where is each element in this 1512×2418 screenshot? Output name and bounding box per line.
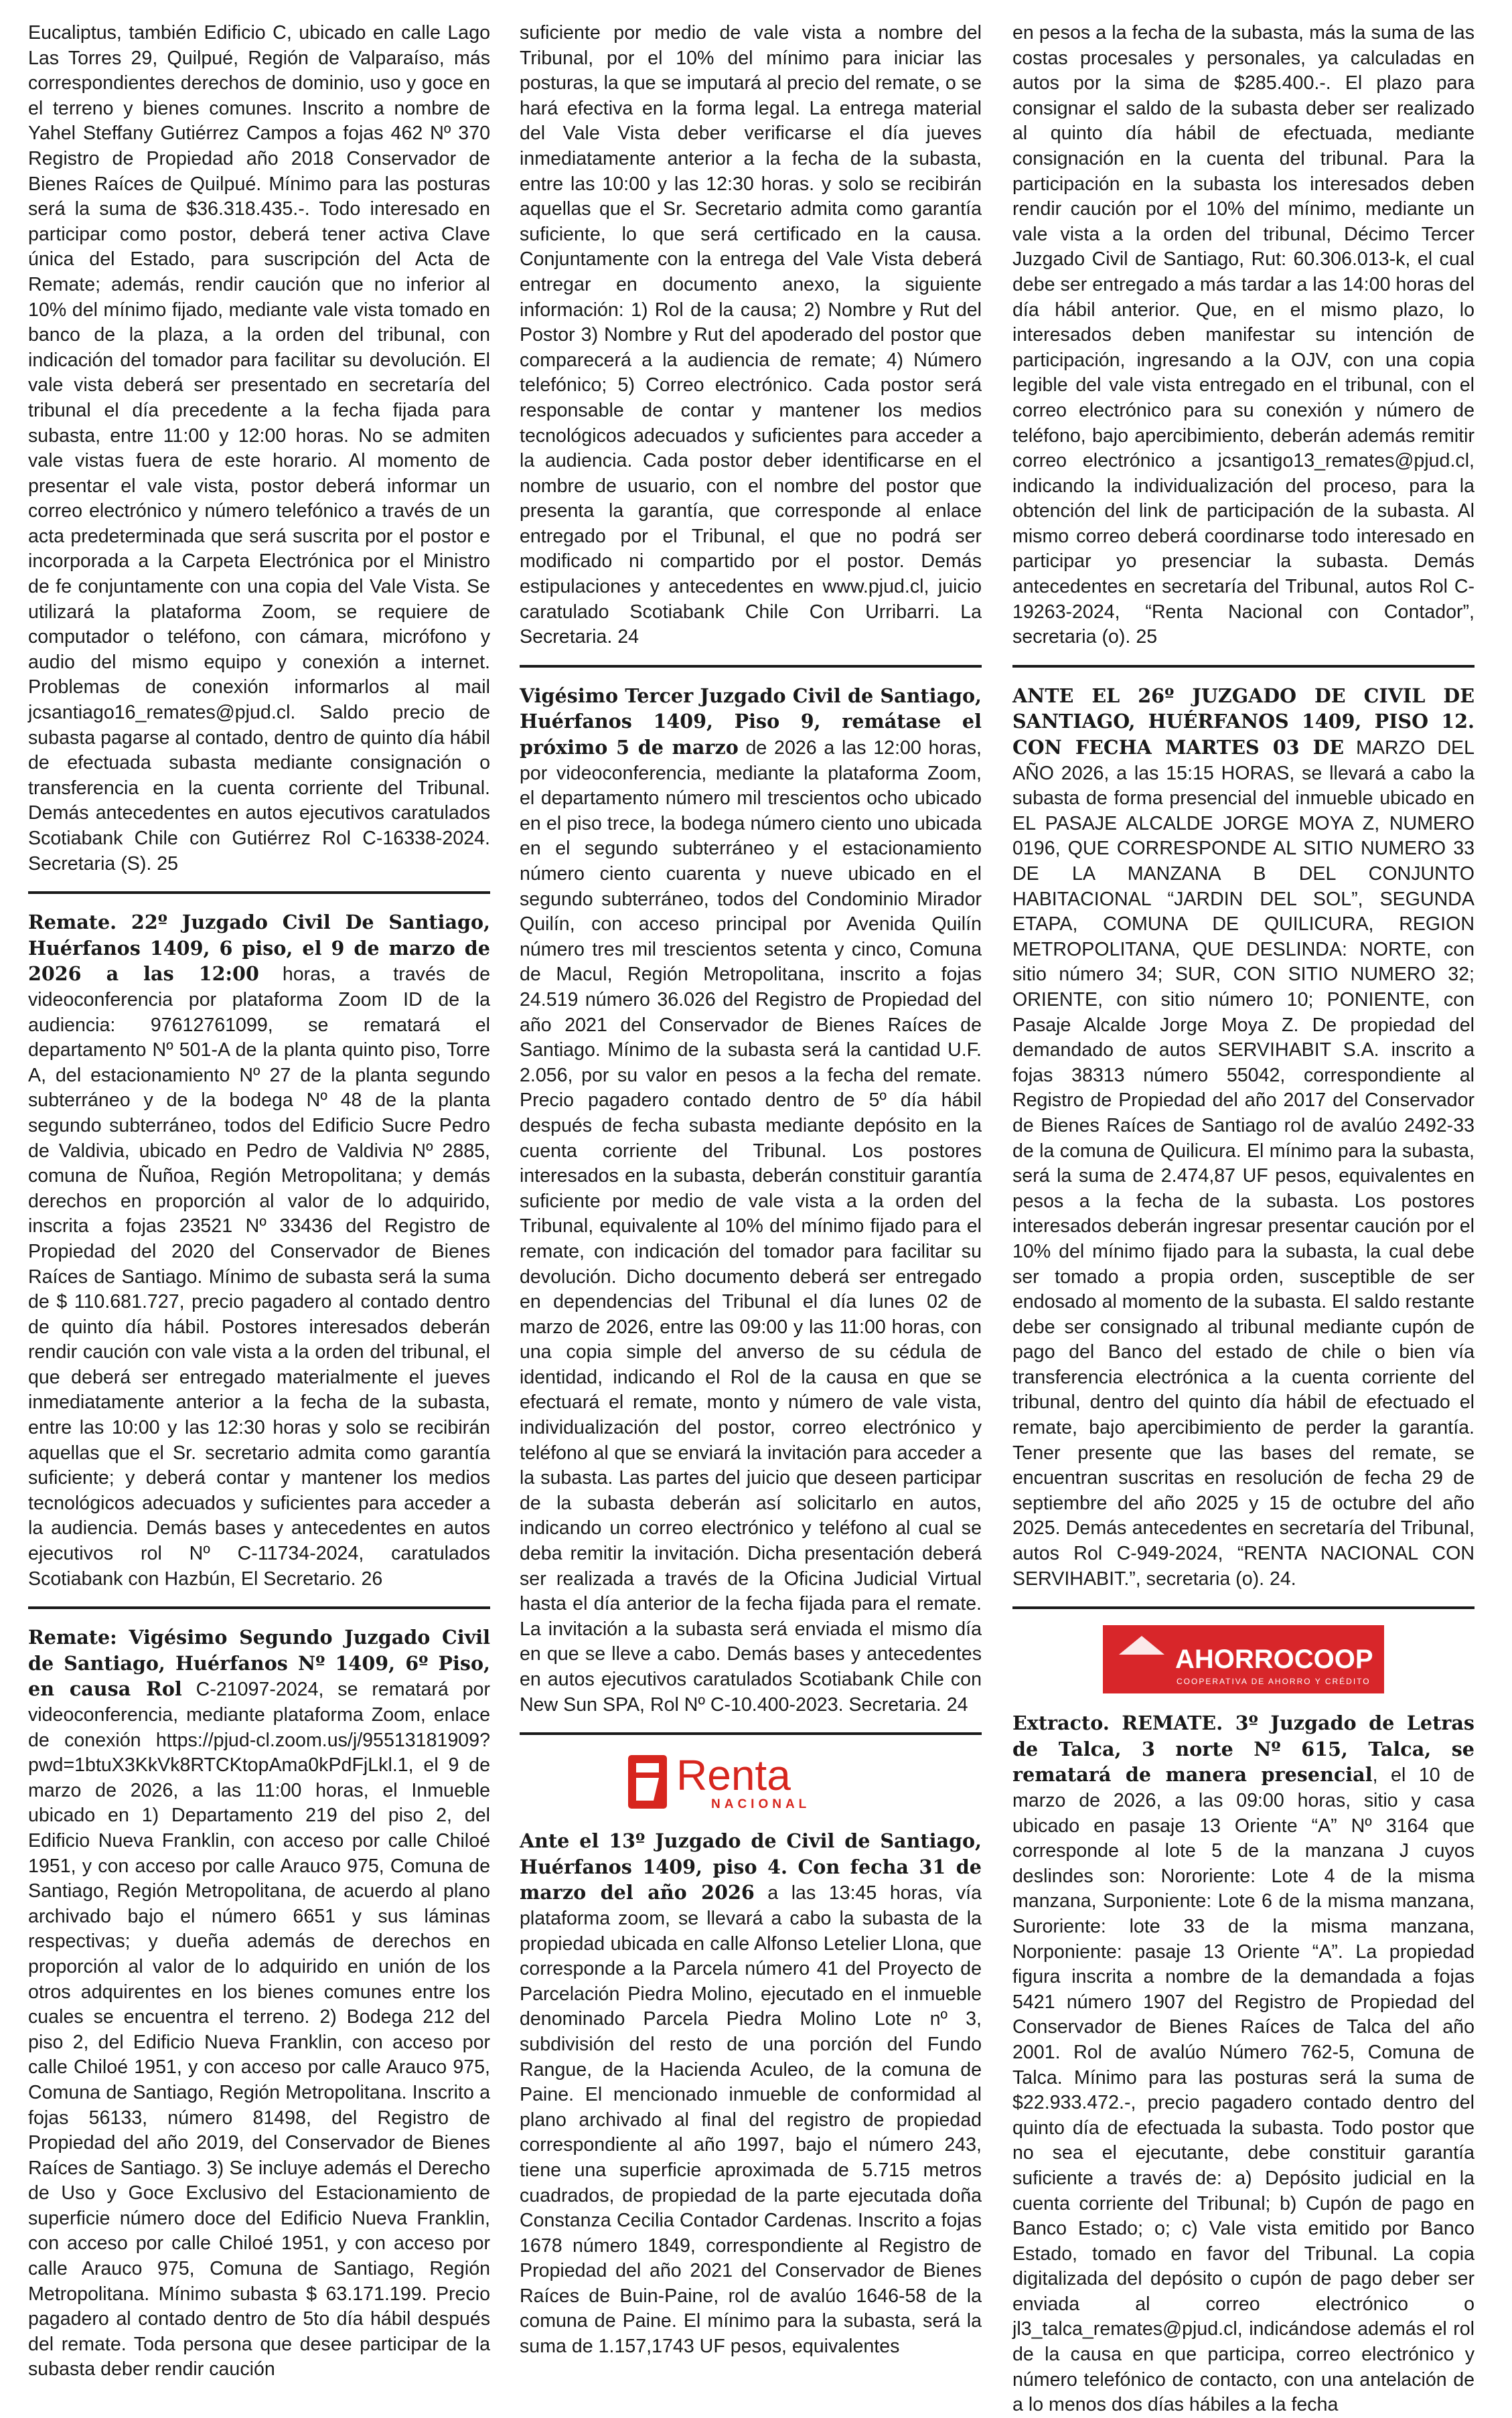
notice-lead: ANTE EL 26º JUZGADO DE CIVIL DE SANTIAGO, HUÉRFANOS 1409, PISO 12. CON FECHA MARTES 03 DE — [1012, 684, 1475, 759]
notice-lead: Remate. 22º Juzgado Civil De Santiago, Huérfanos 1409, 6 piso, el 9 de marzo de 2026 a las 12:00 — [28, 911, 490, 986]
notice-lead: Vigésimo Tercer Juzgado Civil de Santiago, Huérfanos 1409, Piso 9, remátase el próximo 5 de marzo — [520, 684, 982, 759]
column-3 — [1012, 20, 1475, 2416]
notice-lead: Ante el 13º Juzgado de Civil de Santiago, Huérfanos 1409, piso 4. Con fecha 31 de marzo del año 2026 — [520, 1829, 982, 1904]
notice-4 — [520, 20, 982, 650]
divider — [520, 1732, 982, 1735]
renta-logo-word: Renta — [676, 1751, 791, 1800]
notice-body: de 2026 a las 12:00 horas, por videoconferencia, mediante la plataforma Zoom, el departamento número mil trescientos ocho ubicado en el piso trece, la bodega número ciento uno ubicada en el segundo subterráneo y el estacionamiento número ciento cuarenta y nueve ubicado en el segundo subterráneo, todos del Condominio Mirador Quilín, con acceso principal por Avenida Quilín número tres mil trescientos setenta y cinco, Comuna de Macul, Región Metropolitana, inscrito a fojas 24.519 número 36.026 del Registro de Propiedad del año 2021 del Conservador de Bienes Raíces de Santiago. Mínimo de la subasta será la cantidad U.F. 2.056, por su valor en pesos a la fecha del remate. Precio pagadero contado dentro de 5º día hábil después de fecha subasta mediante depósito en la cuenta corriente del Tribunal. Los postores interesados en la subasta, deberán constituir garantía suficiente por medio de vale vista a la orden del Tribunal, equivalente al 10% del mínimo fijado para el remate, con indicación del tomador para facilitar su devolución. Dicho documento deberá ser entregado en dependencias del Tribunal el día lunes 02 de marzo de 2026, entre las 09:00 y las 11:00 horas, con una copia simple del anverso de su cédula de identidad, indicando el Rol de la causa en que se efectuará el remate, monto y número de vale vista, individualización del postor, correo electrónico y teléfono al que se enviará la invitación para acceder a la subasta. Las partes del juicio que deseen participar de la subasta deberán así solicitarlo en autos, indicando un correo electrónico y teléfono al cual se deba remitir la invitación. Dicha presentación deberá ser realizada a través de la Oficina Judicial Virtual hasta el día anterior de la fecha fijada para el remate. La invitación a la subasta será enviada el mismo día en que se lleve a cabo. Demás bases y antecedentes en autos ejecutivos caratulados Scotiabank Chile con New Sun SPA, Rol Nº C-10.400-2023. Secretaria. 24 — [520, 737, 982, 1716]
notice-6 — [520, 1829, 982, 2359]
notice-body: , el 10 de marzo de 2026, a las 09:00 horas, sitio y casa ubicado en pasaje 13 Oriente “A” Nº 3164 que corresponde al lote 5 de la manzana J cuyos deslindes son: Nororiente: Lote 4 de la misma manzana, Surponiente: Lote 6 de la misma manzana, Suroriente: lote 33 de la misma manzana, Norponiente: pasaje 13 Oriente “A”. La propiedad figura inscrita a nombre de la demandada a fojas 5421 número 1907 del Registro de Propiedad del Conservador de Bienes Raíces de Talca del año 2001. Rol de avalúo Número 762-5, Comuna de Talca. Mínimo para las posturas será la suma de $22.933.472.-, precio pagadero contado dentro del quinto día de efectuada la subasta. Todo postor que no sea el ejecutante, debe constituir garantía suficiente a través de: a) Depósito judicial en la cuenta corriente del Tribunal; b) Cupón de pago en Banco Estado; o; c) Vale vista emitido por Banco Estado, tomado en favor del Tribunal. La copia digitalizada del depósito o cupón de pago deber ser enviada al correo electrónico o jl3_talca_remates@pjud.cl, indicándose además el rol de la causa en que participa, correo electrónico y número telefónico de contacto, con una antelación de a lo menos dos días hábiles a la fecha — [1012, 1764, 1475, 2416]
ahorrocoop-logo — [1012, 1625, 1475, 1693]
notice-1 — [28, 20, 490, 877]
notice-body: C-21097-2024, se rematará por videoconferencia, mediante plataforma Zoom, enlace de conexión https://pjud-cl.zoom.us/j/95513181909?pwd=1btuX3KkVk8RTCKtopAma0kPdFjLkl.1, el 9 de marzo de 2026, a las 11:00 horas, el Inmueble ubicado en 1) Departamento 219 del piso 2, del Edificio Nueva Franklin, con acceso por calle Chiloé 1951, y con acceso por calle Arauco 975, Comuna de Santiago, Región Metropolitana, de acuerdo al plano archivado bajo el número 6651 y sus láminas respectivas; y dueña además de derechos en proporción al valor de lo adquirido en unión de los otros adquirentes en los bienes comunes entre los cuales se encuentra el terreno. 2) Bodega 212 del piso 2, del Edificio Nueva Franklin, con acceso por calle Chiloé 1951, y con acceso por calle Arauco 975, Comuna de Santiago, Región Metropolitana. Inscrito a fojas 56133, número 81498, del Registro de Propiedad del año 2019, del Conservador de Bienes Raíces de Santiago. 3) Se incluye además el Derecho de Uso y Goce Exclusivo del Estacionamiento de superficie número doce del Edificio Nueva Franklin, con acceso por calle Chiloé 1951, y con acceso por calle Arauco 975, Comuna de Santiago, Región Metropolitana. Mínimo subasta $ 63.171.199. Precio pagadero al contado dentro de 5to día hábil después del remate. Toda persona que desee participar de la subasta deber rendir caución — [28, 1679, 490, 2381]
ahorrocoop-logo-name: AHORROCOOP — [1175, 1645, 1373, 1675]
notice-body: a las 13:45 horas, vía plataforma zoom, se llevará a cabo la subasta de la propiedad ubicada en calle Alfonso Letelier Llona, que corresponde a la Parcela número 41 del Proyecto de Parcelación Piedra Molino, ejecutado en el inmueble denominado Parcela Piedra Molino Lote nº 3, subdivisión del resto de una porción del Fundo Rangue, de la Hacienda Aculeo, de la comuna de Paine. El mencionado inmueble de conformidad al plano archivado al final del registro de propiedad correspondiente al año 1997, bajo el número 243, tiene una superficie aproximada de 5.715 metros cuadrados, de propiedad de la parte ejecutada doña Constanza Cecilia Contador Cardenas. Inscrito a fojas 1678 número 1849, correspondiente al Registro de Propiedad del año 2021 del Conservador de Bienes Raíces de Buin-Paine, rol de avalúo 1646-58 de la comuna de Paine. El mínimo para la subasta, será la suma de 1.157,1743 UF pesos, equivalentes — [520, 1882, 982, 2358]
notice-lead: Remate: Vigésimo Segundo Juzgado Civil de Santiago, Huérfanos Nº 1409, 6º Piso, en causa Rol — [28, 1626, 490, 1701]
renta-nacional-logo — [520, 1751, 982, 1813]
divider — [28, 1606, 490, 1609]
ahorrocoop-logo-graphic — [1103, 1625, 1384, 1693]
notice-8 — [1012, 684, 1475, 1592]
ahorrocoop-logo-tagline: COOPERATIVA DE AHORRO Y CRÉDITO — [1177, 1677, 1371, 1687]
notice-body: MARZO DEL AÑO 2026, a las 15:15 HORAS, se llevará a cabo la subasta de forma presencial del inmueble ubicado en EL PASAJE ALCALDE JORGE MOYA Z, NUMERO 0196, QUE CORRESPONDE AL SITIO NUMERO 33 DE LA MANZANA B DEL CONJUNTO HABITACIONAL “JARDIN DEL SOL”, SEGUNDA ETAPA, COMUNA DE QUILICURA, REGION METROPOLITANA, QUE DESLINDA: NORTE, con sitio número 34; SUR, CON SITIO NUMERO 32; ORIENTE, con sitio número 10; PONIENTE, con Pasaje Alcalde Jorge Moya Z. De propiedad del demandado de autos SERVIHABIT S.A. inscrito a fojas 38313 número 55042, correspondiente al Registro de Propiedad del año 2017 del Conservador de Bienes Raíces de Santiago rol de avalúo 2492-33 de la comuna de Quilicura. El mínimo para la subasta, será la suma de 2.474,87 UF pesos, equivalentes en pesos a la fecha de la subasta. Los postores interesados deberán ingresar presentar caución por el 10% del mínimo fijado para la subasta, la cual debe ser tomado a propia orden, susceptible de ser endosado al momento de la subasta. El saldo restante debe ser consignado al tribunal mediante cupón de pago del Banco del estado de chile o bien vía transferencia electrónica a la cuenta corriente del tribunal, dentro del quinto día hábil de efectuado el remate, bajo apercibimiento de perder la garantía. Tener presente que las bases del remate, se encuentran suscritas en resolución de fecha 29 de septiembre del año 2025 y 15 de octubre del año 2025. Demás antecedentes en secretaría del Tribunal, autos Rol C-949-2024, “RENTA NACIONAL CON SERVIHABIT.”, secretaria (o). 24. — [1012, 737, 1475, 1590]
notice-lead: Extracto. REMATE. 3º Juzgado de Letras de Talca, 3 norte Nº 615, Talca, se rematará de manera presencial — [1012, 1712, 1475, 1787]
divider — [28, 891, 490, 894]
renta-nacional-logo-graphic — [627, 1751, 875, 1813]
renta-logo-sub: NACIONAL — [711, 1797, 811, 1812]
notice-2 — [28, 910, 490, 1592]
notice-body: Eucaliptus, también Edificio C, ubicado en calle Lago Las Torres 29, Quilpué, Región de Valparaíso, más correspondientes derechos de dominio, uso y goce en el terreno y bienes comunes. Inscrito a nombre de Yahel Steffany Gutiérrez Campos a fojas 462 Nº 370 Registro de Propiedad año 2018 Conservador de Bienes Raíces de Quilpué. Mínimo para las posturas será la suma de $36.318.435.-. Todo interesado en participar como postor, deberá tener activa Clave única del Estado, para suscripción del Acta de Remate; además, rendir caución que no inferior al 10% del mínimo fijado, mediante vale vista tomado en banco de la plaza, a la orden del tribunal, con indicación del tomador para facilitar su devolución. El vale vista deberá ser presentado en secretaría del tribunal el día precedente a la fecha fijada para subasta, entre 11:00 y 12:00 horas. No se admiten vale vistas fuera de este horario. Al momento de presentar el vale vista, postor deberá informar un correo electrónico y número telefónico a través de un acta predeterminada que será suscrita por el postor e incorporada a la Carpeta Electrónica por el Ministro de fe conjuntamente con una copia del Vale Vista. Se utilizará la plataforma Zoom, se requiere de computador o teléfono, con cámara, micrófono y audio del mismo equipo y conexión a internet. Problemas de conexión informarlos al mail jcsantiago16_remates@pjud.cl. Saldo precio de subasta pagarse al contado, dentro de quinto día hábil de efectuada subasta mediante consignación o transferencia en la cuenta corriente del Tribunal. Demás antecedentes en autos ejecutivos caratulados Scotiabank Chile con Gutiérrez Rol C-16338-2024. Secretaria (S). 25 — [28, 22, 490, 875]
notice-7 — [1012, 20, 1475, 650]
notice-body: horas, a través de videoconferencia por plataforma Zoom ID de la audiencia: 97612761099, se rematará el departamento Nº 501-A de la planta quinto piso, Torre A, del estacionamiento Nº 27 de la planta segundo subterráneo y de la bodega Nº 48 de la planta segundo subterráneo, todos del Edificio Sucre Pedro de Valdivia, ubicado en Pedro de Valdivia Nº 2885, comuna de Ñuñoa, Región Metropolitana; y demás derechos en proporción al valor de lo adquirido, inscrita a fojas 23521 Nº 33436 del Registro de Propiedad del 2020 del Conservador de Bienes Raíces de Santiago. Mínimo de subasta será la suma de $ 110.681.727, precio pagadero al contado dentro de quinto día hábil. Postores interesados deberán rendir caución con vale vista a la orden del tribunal, el que deberá ser entregado materialmente el jueves inmediatamente anterior a la fecha de la subasta, entre las 10:00 y las 12:30 horas y solo se recibirán aquellas que el Sr. secretario admita como garantía suficiente; y deberá contar y mantener los medios tecnológicos adecuados y suficientes para acceder a la audiencia. Demás bases y antecedentes en autos ejecutivos rol Nº C-11734-2024, caratulados Scotiabank con Hazbún, El Secretario. 26 — [28, 964, 490, 1590]
divider — [1012, 1606, 1475, 1609]
column-2 — [520, 20, 982, 2358]
notice-9 — [1012, 1711, 1475, 2418]
divider — [1012, 665, 1475, 668]
notice-3 — [28, 1625, 490, 2383]
notice-body: suficiente por medio de vale vista a nombre del Tribunal, por el 10% del mínimo para iniciar las posturas, la que se imputará al precio del remate, o se hará efectiva en la forma legal. La entrega material del Vale Vista deber verificarse el día jueves inmediatamente anterior a la fecha de la subasta, entre las 10:00 y las 12:30 horas. y solo se recibirán aquellas que el Sr. Secretario admita como garantía suficiente, lo que será certificado en la causa. Conjuntamente con la entrega del Vale Vista deberá entregar en documento anexo, la siguiente información: 1) Rol de la causa; 2) Nombre y Rut del Postor 3) Nombre y Rut del apoderado del postor que comparecerá a la audiencia de remate; 4) Número telefónico; 5) Correo electrónico. Cada postor será responsable de contar y mantener los medios tecnológicos adecuados y suficientes para acceder a la audiencia. Cada postor deber identificarse en el nombre de usuario, con el nombre del postor que presenta la garantía, que corresponde al enlace entregado por el Tribunal, el que no podrá ser modificado ni compartido por el postor. Demás estipulaciones y antecedentes en www.pjud.cl, juicio caratulado Scotiabank Chile Con Urribarri. La Secretaria. 24 — [520, 22, 982, 648]
column-1 — [28, 20, 490, 2381]
notice-body: en pesos a la fecha de la subasta, más la suma de las costas procesales y personales, ya calculadas en autos por la sima de $285.400.-. El plazo para consignar el saldo de la subasta deber ser realizado al quinto día hábil de efectuada, mediante consignación en la cuenta del tribunal. Para la participación en la subasta los interesados deben rendir caución por el 10% del mínimo, mediante un vale vista a la orden del tribunal, Décimo Tercer Juzgado Civil de Santiago, Rut: 60.306.013-k, el cual debe ser entregado a más tardar a las 14:00 horas del día hábil anterior. Que, en el mismo plazo, lo interesados deben manifestar su intención de participación, ingresando a la OJV, con una copia legible del vale vista entregado en el tribunal, con el correo electrónico para su conexión y número de teléfono, bajo apercibimiento, deberán además remitir correo electrónico a jcsantigo13_remates@pjud.cl, indicando la individualización del proceso, para la obtención del link de participación de la subasta. Al mismo correo deberá coordinarse todo interesado en participar yo presenciar la subasta. Demás antecedentes en secretaría del Tribunal, autos Rol C-19263-2024, “Renta Nacional con Contador”, secretaria (o). 25 — [1012, 22, 1475, 648]
divider — [520, 665, 982, 668]
notice-5 — [520, 684, 982, 1718]
renta-logo-mark-bar — [636, 1763, 659, 1772]
